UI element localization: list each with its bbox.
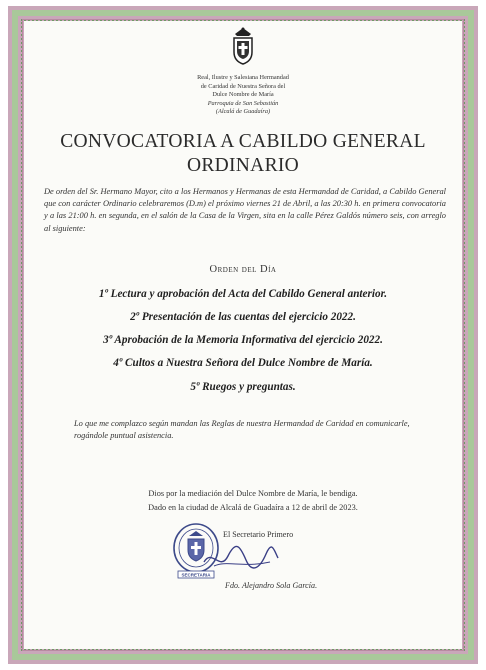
blessing-block bbox=[98, 487, 408, 515]
agenda-item-3: 3º Aprobación de la Memoria Informativa del ejercicio 2022. bbox=[103, 334, 383, 346]
agenda-heading: Orden del Día bbox=[209, 264, 277, 275]
header-line-1: Real, Ilustre y Salesiana Hermandad bbox=[197, 74, 289, 81]
secretary-title: El Secretario Primero bbox=[223, 530, 294, 539]
header-line-3: Dulce Nombre de María bbox=[212, 91, 274, 98]
intro-paragraph: De orden del Sr. Hermano Mayor, cito a los Hermanos y Hermanas de esta Hermandad de Caridad, a Cabildo General que con carácter Ordinario celebraremos (D.m) el próximo viernes 21 de Abril, a las 20:30 h. en primera convocatoria y a las 21:00 h. en segunda, en el salón de la Casa de la Virgen, sita en la calle Pérez Galdós número seis, con arreglo al siguiente: bbox=[44, 187, 446, 233]
document-title bbox=[30, 130, 456, 178]
date-line: Dado en la ciudad de Alcalá de Guadaíra a 12 de abril de 2023. bbox=[148, 503, 358, 512]
agenda-item-1: 1º Lectura y aprobación del Acta del Cabildo General anterior. bbox=[98, 288, 388, 300]
agenda-item-5: 5º Ruegos y preguntas. bbox=[190, 381, 296, 393]
closing-paragraph: Lo que me complazco según mandan las Reglas de nuestra Hermandad de Caridad en comunicarle, rogándole puntual asistencia. bbox=[74, 419, 410, 441]
title-line-2: ORDINARIO bbox=[186, 155, 300, 176]
coat-of-arms-icon bbox=[225, 26, 261, 66]
title-line-1: CONVOCATORIA A CABILDO GENERAL bbox=[60, 131, 426, 152]
header-line-2: de Caridad de Nuestra Señora del bbox=[200, 82, 286, 90]
agenda-item-2: 2º Presentación de las cuentas del ejercicio 2022. bbox=[130, 311, 356, 323]
agenda-item-4: 4º Cultos a Nuestra Señora del Dulce Nombre de María. bbox=[113, 357, 373, 369]
brotherhood-header bbox=[140, 74, 346, 117]
signatory-name: Fdo. Alejandro Sola García. bbox=[225, 581, 318, 590]
header-place: (Alcalá de Guadaíra) bbox=[215, 108, 271, 115]
header-parish: Parroquia de San Sebastián bbox=[207, 99, 279, 107]
signature-icon bbox=[200, 538, 280, 578]
blessing-line: Dios por la mediación del Dulce Nombre de María, le bendiga. bbox=[148, 489, 358, 498]
svg-text:SECRETARIA: SECRETARIA bbox=[181, 572, 211, 578]
